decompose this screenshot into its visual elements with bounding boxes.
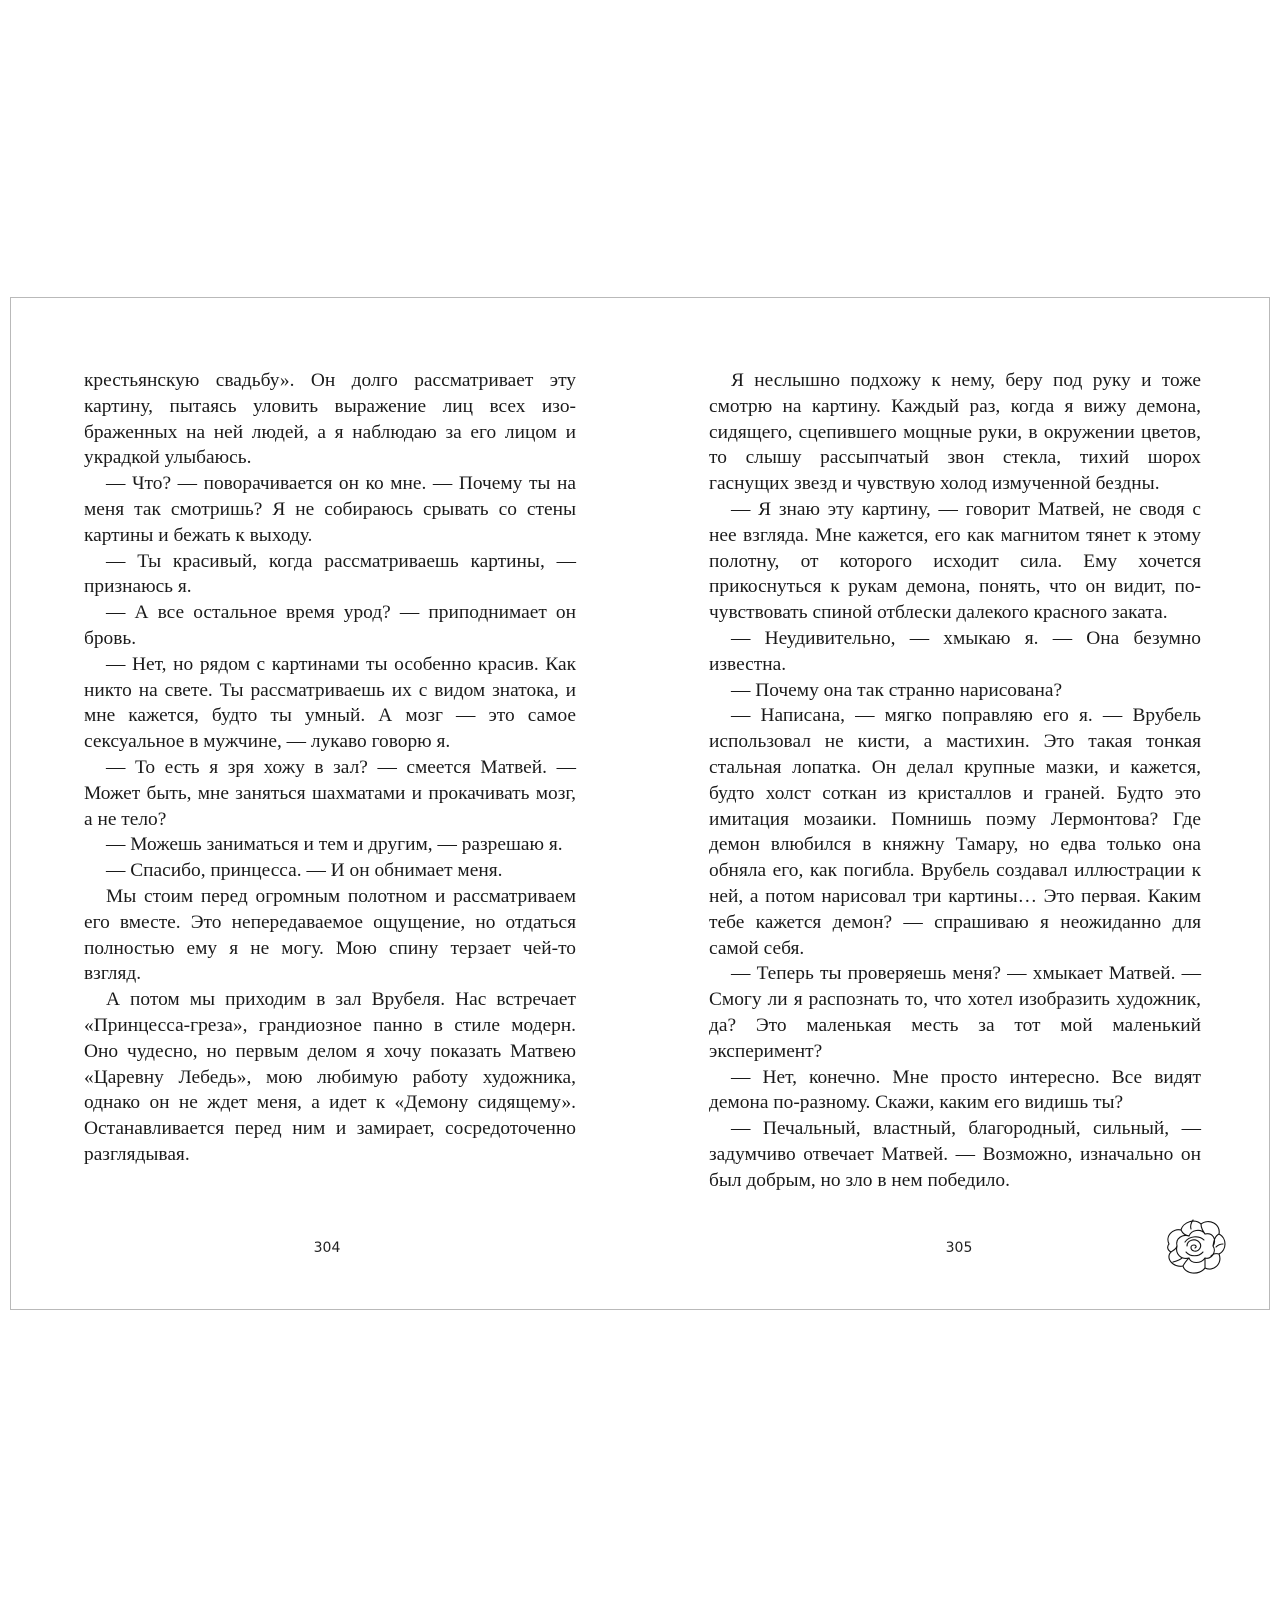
paragraph: А потом мы приходим в зал Врубеля. Нас встречает «Принцесса-греза», грандиозное панно в стиле модерн. Оно чудесно, но первым делом я хочу показать Матвею «Царевну Лебедь», мою любимую работу художника, однако он не ждет меня, а идет к «Демону сидящему». Останавливается перед ним и замирает, сосредоточенно разглядывая. — [84, 989, 576, 1165]
paragraph: — Печальный, властный, благородный, сильный, — задумчиво отвечает Матвей. — Возможно, изначально он был добрым, но зло в нем победило. — [709, 1118, 1201, 1191]
paragraph: — Неудивительно, — хмыкаю я. — Она безумно известна. — [709, 627, 1201, 675]
paragraph: — Нет, но рядом с картинами ты особенно красив. Как никто на свете. Ты рассматриваешь их с видом знатока, и мне кажется, будто ты умный. А мозг — это самое сексуальное в мужчине, — лукаво говорю я. — [84, 653, 576, 753]
book-spread — [10, 297, 1270, 1310]
paragraph: — Ты красивый, когда рассматриваешь картины, — признаюсь я. — [84, 550, 576, 598]
right-page-text — [709, 368, 1201, 1194]
left-page-text — [84, 368, 576, 1168]
paragraph: — Написана, — мягко поправляю его я. — Врубель использовал не кисти, а мастихин. Это такая тонкая стальная лопатка. Он делал крупные мазки, и кажется, будто холст соткан из кристаллов и граней. Будто это имитация мозаики. Помнишь поэму Лермонтова? Где демон влюбился в княжну Тамару, но едва только она обняла его, как погибла. Врубель создавал иллюстрации к ней, а потом нарисовал три картины… Это первая. Каким тебе кажется демон? — спрашиваю я неожиданно для самой себя. — [709, 705, 1201, 959]
paragraph: Я неслышно подхожу к нему, беру под руку и тоже смотрю на картину. Каждый раз, когда я вижу демона, сидящего, сцепившего мощные руки, в окружении цветов, то слышу рассыпчатый звон стекла, тихий шорох гаснущих звезд и чувствую холод измученной бездны. — [709, 370, 1201, 495]
paragraph: — Я знаю эту картину, — говорит Матвей, не сводя с нее взгляда. Мне кажется, его как магнитом тянет к этому полотну, от которого исходит сила. Ему хочется прикоснуться к рукам демона, понять, что он видит, почувствовать спиной отблески далекого красного заката. — [709, 498, 1201, 624]
rose-icon — [1163, 1216, 1229, 1278]
paragraph: — То есть я зря хожу в зал? — смеется Матвей. — Может быть, мне заняться шахматами и прокачивать мозг, а не тело? — [84, 756, 576, 830]
paragraph: — Теперь ты проверяешь меня? — хмыкает Матвей. — Смогу ли я распознать то, что хотел изобразить художник, да? Это маленькая месть за тот мой маленький эксперимент? — [709, 963, 1201, 1062]
paragraph: — Можешь заниматься и тем и другим, — разрешаю я. — [106, 834, 563, 856]
paragraph: — Почему она так странно нарисована? — [731, 679, 1063, 701]
paragraph: — Нет, конечно. Мне просто интересно. Все видят демона по-разному. Скажи, каким его видишь ты? — [709, 1066, 1201, 1114]
paragraph: — А все остальное время урод? — приподнимает он бровь. — [84, 602, 576, 649]
paragraph: Мы стоим перед огромным полотном и рассматриваем его вместе. Это непередаваемое ощущение, но отдаться полностью ему я не могу. Мою спину терзает чей-то взгляд. — [84, 885, 576, 985]
paragraph: — Спасибо, принцесса. — И он обнимает меня. — [106, 860, 503, 882]
page-number-right: 305 — [945, 1240, 973, 1256]
page-number-left: 304 — [313, 1240, 341, 1256]
paragraph: крестьянскую свадьбу». Он долго рассматривает эту картину, пытаясь уловить выражение лиц всех изображенных на ней людей, а я наблюдаю за его лицом и украдкой улыбаюсь. — [84, 370, 576, 469]
paragraph: — Что? — поворачивается он ко мне. — Почему ты на меня так смотришь? Я не собираюсь срывать со стены картины и бежать к выходу. — [84, 473, 576, 546]
